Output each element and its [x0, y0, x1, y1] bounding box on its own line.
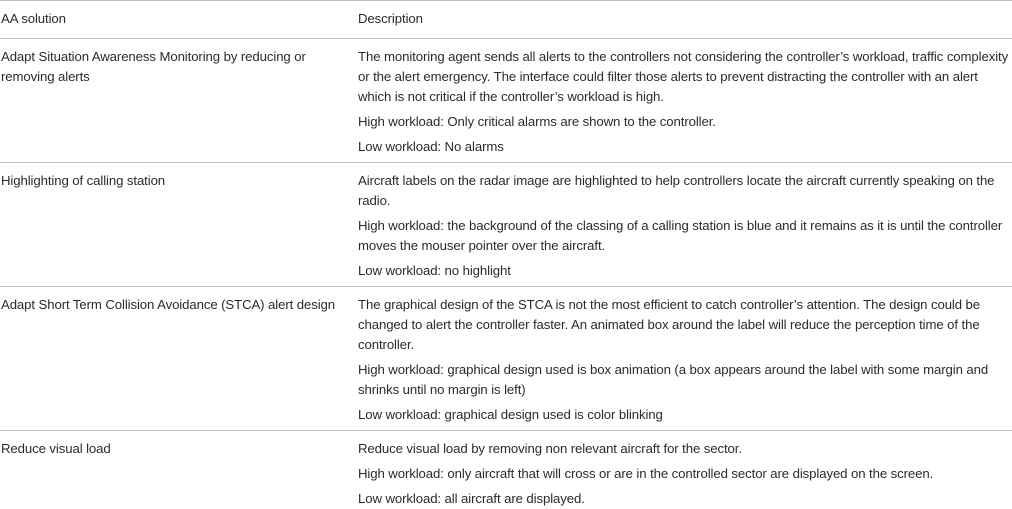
solution-cell: Adapt Short Term Collision Avoidance (STCA) alert design: [1, 297, 336, 312]
high-workload-text: High workload: the background of the classing of a calling station is blue and it remains as it is until the controller moves the mouser pointer over the aircraft.: [358, 218, 1003, 253]
low-workload-text: Low workload: no highlight: [358, 263, 511, 278]
description-cell: [348, 287, 1012, 430]
description-cell: [348, 39, 1012, 162]
high-workload-text: High workload: Only critical alarms are shown to the controller.: [358, 114, 716, 129]
solution-cell: Highlighting of calling station: [1, 173, 166, 188]
high-workload-text: High workload: graphical design used is box animation (a box appears around the label with some margin and shrinks until no margin is left): [358, 362, 989, 397]
table-row: [0, 287, 1012, 430]
table-row: [0, 431, 1012, 507]
description-paragraph: The monitoring agent sends all alerts to the controllers not considering the controller’s workload, traffic complexity or the alert emergency. The interface could filter those alerts to prevent distracting the controller with an alert which is not critical if the controller’s workload is high.: [358, 49, 1009, 104]
table-header-row: [0, 1, 1012, 38]
description-paragraph: Reduce visual load by removing non relevant aircraft for the sector.: [358, 441, 742, 456]
solution-cell: Reduce visual load: [1, 441, 111, 456]
header-description: Description: [358, 11, 423, 26]
description-paragraph: The graphical design of the STCA is not the most efficient to catch controller’s attention. The design could be changed to alert the controller faster. An animated box around the label will reduce the perception time of the controller.: [358, 297, 981, 352]
description-cell: [348, 163, 1012, 286]
description-cell: [348, 431, 1012, 507]
header-aa-solution: AA solution: [1, 11, 66, 26]
high-workload-text: High workload: only aircraft that will cross or are in the controlled sector are displayed on the screen.: [358, 466, 934, 481]
description-paragraph: Aircraft labels on the radar image are highlighted to help controllers locate the aircraft currently speaking on the radio.: [358, 173, 995, 208]
table-row: [0, 39, 1012, 162]
solution-cell: Adapt Situation Awareness Monitoring by reducing or removing alerts: [1, 49, 306, 84]
low-workload-text: Low workload: all aircraft are displayed.: [358, 491, 585, 506]
low-workload-text: Low workload: No alarms: [358, 139, 504, 154]
table-row: [0, 163, 1012, 286]
low-workload-text: Low workload: graphical design used is color blinking: [358, 407, 663, 422]
